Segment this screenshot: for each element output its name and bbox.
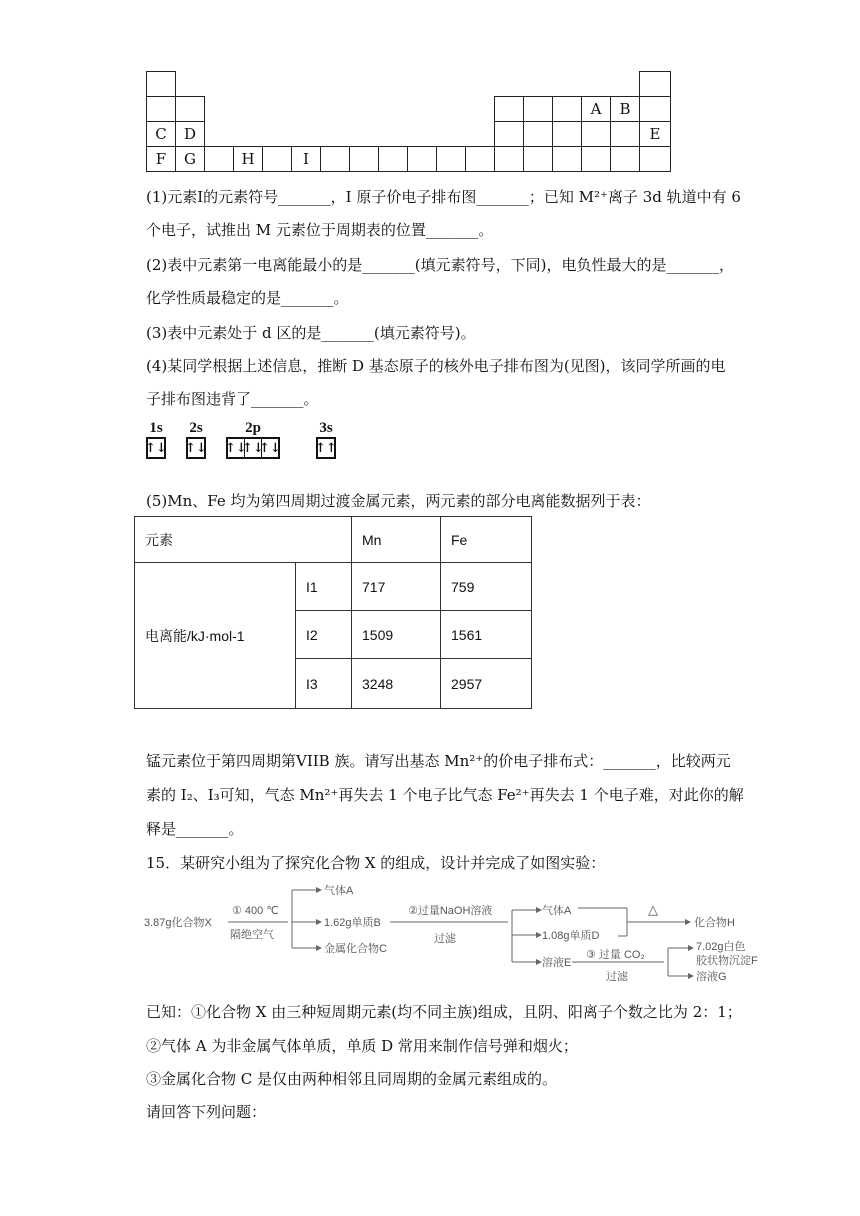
table-cell: 717: [352, 563, 441, 611]
flow-gas-a: 气体A: [324, 885, 354, 897]
pt-cell: [581, 146, 611, 172]
flow-precip-f2: 胶状物沉淀F: [696, 955, 758, 967]
orbital-2p: [226, 420, 280, 459]
orbital-box: ↑↓: [145, 440, 167, 456]
table-cell: 2957: [441, 659, 532, 709]
q1-line2: 个电子，试推出 M 元素位于周期表的位置_______。: [146, 221, 494, 239]
pt-cell: [639, 146, 671, 172]
pt-cell: [639, 71, 671, 97]
pt-cell-C: C: [146, 121, 176, 147]
pt-cell-I: I: [291, 146, 321, 172]
table-header-mn: Mn: [352, 517, 441, 563]
q5-after3: 释是_______。: [146, 820, 244, 838]
pt-cell: [262, 146, 292, 172]
table-row-label: 电离能/kJ·mol-1: [135, 563, 296, 709]
pt-cell: [436, 146, 466, 172]
flow-step1-top: ① 400 ℃: [232, 905, 279, 917]
q4-line1: (4)某同学根据上述信息，推断 D 基态原子的核外电子排布图为(见图)，该同学所画的电: [146, 357, 726, 375]
orbital-box: ↑↓: [185, 440, 207, 456]
table-header-element: 元素: [135, 517, 352, 563]
pt-cell: [146, 96, 176, 122]
flow-step1-bottom: 隔绝空气: [230, 929, 274, 941]
orbital-3s: [316, 420, 336, 459]
table-cell: I1: [296, 563, 352, 611]
pt-cell: [146, 71, 176, 97]
table-cell: 3248: [352, 659, 441, 709]
q15-title: 15．某研究小组为了探究化合物 X 的组成，设计并完成了如图实验：: [146, 854, 606, 872]
pt-cell-B: B: [610, 96, 640, 122]
flow-step3-bottom: 过滤: [606, 971, 628, 983]
pt-cell-G: G: [175, 146, 205, 172]
flow-start: 3.87g化合物X: [144, 917, 212, 929]
ask-line: 请回答下列问题：: [146, 1103, 267, 1121]
orbital-box: ↑↓: [259, 440, 281, 456]
pt-cell: [204, 146, 234, 172]
table-cell: 1561: [441, 611, 532, 659]
q3-line1: (3)表中元素处于 d 区的是_______(填元素符号)。: [146, 324, 476, 342]
table-cell: I2: [296, 611, 352, 659]
pt-cell: [523, 121, 553, 147]
flow-single-b: 1.62g单质B: [324, 917, 381, 929]
known-3: ③金属化合物 C 是仅由两种相邻且同周期的金属元素组成的。: [146, 1070, 558, 1088]
table-cell: 759: [441, 563, 532, 611]
flow-solution-e: 溶液E: [542, 957, 572, 969]
pt-cell: [610, 121, 640, 147]
pt-cell: [465, 146, 495, 172]
known-1: 已知：①化合物 X 由三种短周期元素(均不同主族)组成，且阴、阳离子个数之比为 2：1；: [146, 1003, 742, 1021]
pt-cell: [581, 121, 611, 147]
q2-line1: (2)表中元素第一电离能最小的是_______(填元素符号，下同)，电负性最大的是_______，: [146, 256, 734, 274]
pt-cell: [610, 146, 640, 172]
pt-cell: [175, 96, 205, 122]
pt-cell: [552, 121, 582, 147]
flow-step2-bottom: 过滤: [434, 933, 456, 945]
flow-step2-top: ②过量NaOH溶液: [408, 905, 493, 917]
pt-cell: [639, 96, 671, 122]
q4-line2: 子排布图违背了_______。: [146, 390, 319, 408]
orbital-box: ↑↓: [225, 440, 247, 456]
orbital-label: 1s: [149, 420, 163, 436]
pt-cell: [523, 96, 553, 122]
flow-single-d: 1.08g单质D: [542, 930, 600, 942]
pt-cell-F: F: [146, 146, 176, 172]
flow-solution-g: 溶液G: [696, 971, 727, 983]
orbital-label: 2s: [189, 420, 203, 436]
orbital-label: 3s: [319, 420, 333, 436]
pt-cell: [552, 96, 582, 122]
pt-cell-H: H: [233, 146, 263, 172]
orbital-box: ↑↓: [242, 440, 264, 456]
pt-cell: [320, 146, 350, 172]
orbital-label: 2p: [245, 420, 261, 436]
known-2: ②气体 A 为非金属气体单质，单质 D 常用来制作信号弹和烟火；: [146, 1037, 578, 1055]
flow-step3-top: ③ 过量 CO₂: [586, 949, 645, 961]
pt-cell-D: D: [175, 121, 205, 147]
flow-precip-f1: 7.02g白色: [696, 941, 746, 953]
table-cell: I3: [296, 659, 352, 709]
table-header-fe: Fe: [441, 517, 532, 563]
q5-after1: 锰元素位于第四周期第VIIB 族。请写出基态 Mn²⁺的价电子排布式：_______，比较两元: [146, 752, 731, 770]
flow-compound-h: 化合物H: [694, 917, 735, 929]
q1-line1: (1)元素I的元素符号_______，I 原子价电子排布图_______；已知 M²⁺离子 3d 轨道中有 6: [146, 188, 741, 206]
pt-cell: [552, 146, 582, 172]
pt-cell: [523, 146, 553, 172]
q5-after2: 素的 I₂、I₃可知，气态 Mn²⁺再失去 1 个电子比气态 Fe²⁺再失去 1 个电子难，对此你的解: [146, 786, 744, 804]
pt-cell: [378, 146, 408, 172]
pt-cell-E: E: [639, 121, 671, 147]
orbital-1s: [146, 420, 166, 459]
pt-cell-A: A: [581, 96, 611, 122]
q2-line2: 化学性质最稳定的是_______。: [146, 289, 349, 307]
pt-cell: [494, 121, 524, 147]
flow-heat: △: [648, 902, 658, 917]
pt-cell: [349, 146, 379, 172]
orbital-2s: [186, 420, 206, 459]
pt-cell: [407, 146, 437, 172]
flow-gas-a2: 气体A: [542, 905, 572, 917]
q5-line1: (5)Mn、Fe 均为第四周期过渡金属元素，两元素的部分电离能数据列于表：: [146, 492, 651, 510]
experiment-flowchart: [140, 880, 860, 990]
table-cell: 1509: [352, 611, 441, 659]
flow-metal-c: 金属化合物C: [324, 943, 387, 955]
pt-cell: [494, 146, 524, 172]
orbital-box: ↑↑: [315, 440, 337, 456]
ionization-table: [134, 516, 532, 709]
pt-cell: [494, 96, 524, 122]
